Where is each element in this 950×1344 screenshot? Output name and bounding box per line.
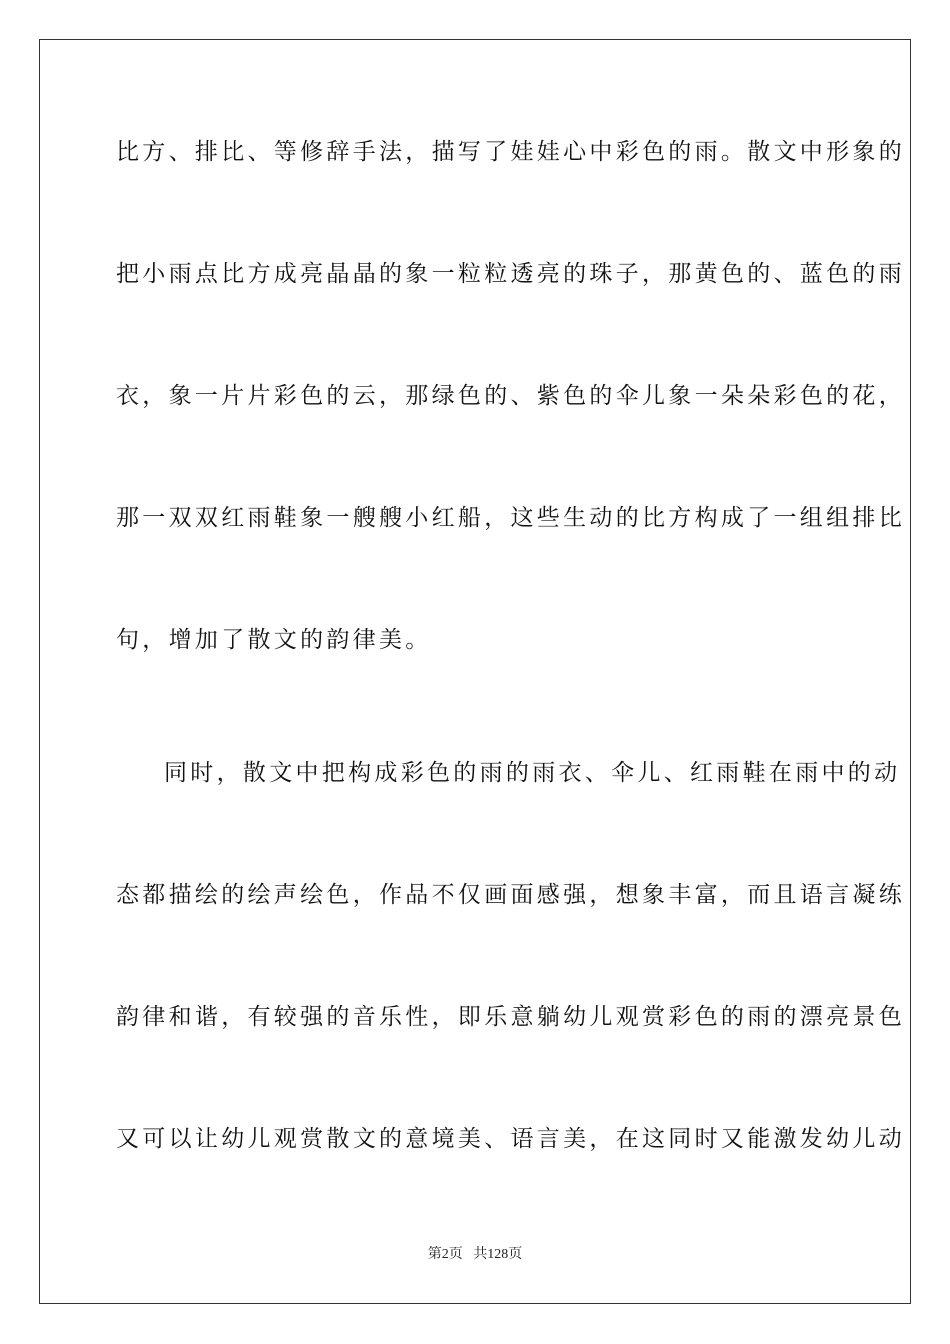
text-line-6: 同时，散文中把构成彩色的雨的雨衣、伞儿、红雨鞋在雨中的动 [164, 760, 901, 786]
page-border [39, 39, 911, 1304]
text-line-9: 又可以让幼儿观赏散文的意境美、语言美，在这同时又能激发幼儿动 [116, 1126, 905, 1152]
text-line-3: 衣，象一片片彩色的云，那绿色的、紫色的伞儿象一朵朵彩色的花， [116, 383, 905, 409]
text-line-5: 句，增加了散文的韵律美。 [116, 627, 432, 653]
text-line-4: 那一双双红雨鞋象一艘艘小红船，这些生动的比方构成了一组组排比 [116, 505, 905, 531]
text-line-1: 比方、排比、等修辞手法，描写了娃娃心中彩色的雨。散文中形象的 [116, 139, 905, 165]
text-line-2: 把小雨点比方成亮晶晶的象一粒粒透亮的珠子，那黄色的、蓝色的雨 [116, 261, 905, 287]
page-total: 共128页 [473, 1247, 523, 1262]
page-footer [0, 1246, 950, 1264]
text-line-7: 态都描绘的绘声绘色，作品不仅画面感强，想象丰富，而且语言凝练 [116, 882, 905, 908]
page-number: 第2页 [427, 1247, 463, 1262]
text-line-8: 韵律和谐，有较强的音乐性，即乐意躺幼儿观赏彩色的雨的漂亮景色 [116, 1004, 905, 1030]
